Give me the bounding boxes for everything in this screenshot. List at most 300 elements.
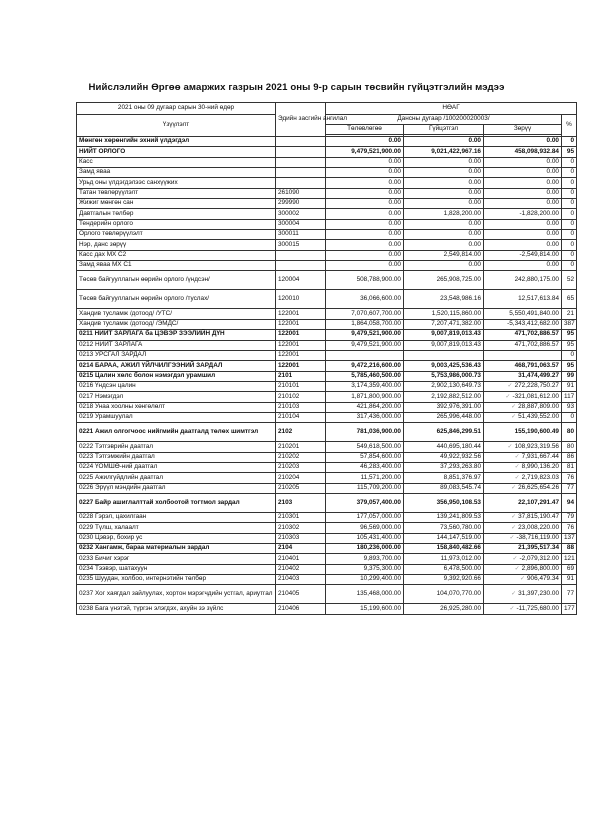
table-row xyxy=(77,604,577,614)
row-name: Замд яваа xyxy=(77,168,276,178)
table-row xyxy=(77,230,577,240)
row-name: 0218 Унаа хоолны хөнгөлөлт xyxy=(77,402,276,412)
row-plan: 0.00 xyxy=(326,240,404,250)
row-plan: 0.00 xyxy=(326,261,404,271)
table-row xyxy=(77,250,577,260)
row-diff: 0.00 xyxy=(484,240,562,250)
row-pct: 0 xyxy=(562,157,577,167)
row-actual: 26,925,280.00 xyxy=(404,604,484,614)
row-code: 122001 xyxy=(276,309,326,319)
row-actual: 9,003,425,536.43 xyxy=(404,361,484,371)
table-row xyxy=(77,178,577,188)
row-name: 0211 НИЙТ ЗАРЛАГА ба ЦЭВЭР ЗЭЭЛИЙН ДҮН xyxy=(77,330,276,340)
row-pct: 177 xyxy=(562,604,577,614)
row-actual: 2,192,882,512.00 xyxy=(404,392,484,402)
row-name: 0212 НИЙТ ЗАРЛАГА xyxy=(77,340,276,350)
row-actual: 2,549,814.00 xyxy=(404,250,484,260)
row-name: Урьд оны үлдэгдэлээс санхүүжих xyxy=(77,178,276,188)
row-diff: 51,439,552.00 xyxy=(518,413,559,421)
row-diff: 0.00 xyxy=(484,261,562,271)
row-code xyxy=(276,137,326,147)
checkmark-icon: ✓ xyxy=(514,453,520,460)
row-plan: 9,472,216,600.00 xyxy=(326,361,404,371)
table-row xyxy=(77,371,577,381)
row-actual: 89,083,545.74 xyxy=(404,483,484,493)
row-actual: 144,147,519.00 xyxy=(404,533,484,543)
row-diff-cell xyxy=(484,533,562,543)
row-plan: 177,057,000.00 xyxy=(326,512,404,522)
row-diff: 0.00 xyxy=(484,188,562,198)
table-row xyxy=(77,533,577,543)
col-header-group: НӨАГ xyxy=(326,103,577,115)
row-name: 0237 Хог хаягдал зайлуулах, хортон мэрэгчдийн устгал, ариутгал xyxy=(77,585,276,604)
row-plan: 508,788,900.00 xyxy=(326,271,404,290)
row-diff-cell xyxy=(484,575,562,585)
header-row-1 xyxy=(77,103,577,115)
row-plan: 1,871,800,900.00 xyxy=(326,392,404,402)
row-plan: 0.00 xyxy=(326,188,404,198)
row-plan: 1,864,058,700.00 xyxy=(326,319,404,329)
row-diff: 155,190,600.49 xyxy=(484,423,562,442)
row-name: НИЙТ ОРЛОГО xyxy=(77,147,276,157)
row-diff: 28,887,809.00 xyxy=(518,402,559,410)
row-code: 210202 xyxy=(276,452,326,462)
row-diff: 2,719,823.03 xyxy=(521,473,559,481)
row-name: 0224 ҮОМШӨ-ний даатгал xyxy=(77,462,276,472)
row-plan: 11,571,200.00 xyxy=(326,473,404,483)
table-row xyxy=(77,554,577,564)
row-code: 300002 xyxy=(276,209,326,219)
row-diff-cell xyxy=(484,452,562,462)
row-name: 0216 Үндсэн цалин xyxy=(77,381,276,391)
table-row xyxy=(77,483,577,493)
checkmark-icon: ✓ xyxy=(514,464,520,471)
row-name: 0221 Ажил олгогчоос нийгмийн даатгалд төлөх шимтгэл xyxy=(77,423,276,442)
table-body xyxy=(77,103,577,615)
row-diff: -11,725,680.00 xyxy=(516,604,559,612)
row-plan: 0.00 xyxy=(326,250,404,260)
row-code: 210203 xyxy=(276,462,326,472)
row-code: 122001 xyxy=(276,319,326,329)
row-name: Мөнгөн хөрөнгийн эхний үлдэгдэл xyxy=(77,137,276,147)
row-pct: 0 xyxy=(562,240,577,250)
row-plan: 9,479,521,900.00 xyxy=(326,330,404,340)
row-diff: 0.00 xyxy=(484,137,562,147)
row-name: Касс дах МХ С2 xyxy=(77,250,276,260)
row-diff: 26,625,654.26 xyxy=(518,483,559,491)
row-diff: 23,008,220.00 xyxy=(518,523,559,531)
row-actual: 9,021,422,967.16 xyxy=(404,147,484,157)
col-header-account: Дансны дугаар /100200020003/ xyxy=(326,115,562,125)
row-diff: 0.00 xyxy=(484,219,562,229)
table-row xyxy=(77,473,577,483)
row-diff: 31,397,230.00 xyxy=(518,590,559,598)
row-code: 210403 xyxy=(276,575,326,585)
row-name: Хандив тусламж /дотоод/ /ЭМДС/ xyxy=(77,319,276,329)
row-code: 122001 xyxy=(276,330,326,340)
row-code: 210205 xyxy=(276,483,326,493)
row-diff-cell xyxy=(484,462,562,472)
row-plan: 57,854,600.00 xyxy=(326,452,404,462)
row-plan: 3,174,359,400.00 xyxy=(326,381,404,391)
row-name: 0222 Тэтгэврийн даатгал xyxy=(77,442,276,452)
row-name: 0229 Түлш, халаалт xyxy=(77,523,276,533)
row-diff xyxy=(484,350,562,360)
row-actual: 0.00 xyxy=(404,157,484,167)
row-diff: 2,896,800.00 xyxy=(521,565,559,572)
row-pct: 95 xyxy=(562,340,577,350)
table-row xyxy=(77,523,577,533)
row-code: 300011 xyxy=(276,230,326,240)
row-pct: 88 xyxy=(562,544,577,554)
row-actual: 9,007,819,013.43 xyxy=(404,340,484,350)
row-actual: 37,293,263.80 xyxy=(404,462,484,472)
row-diff: -5,343,412,682.00 xyxy=(484,319,562,329)
row-actual: 0.00 xyxy=(404,137,484,147)
row-name: Татан төвлөрүүлэлт xyxy=(77,188,276,198)
row-actual: 0.00 xyxy=(404,168,484,178)
row-plan: 46,283,400.00 xyxy=(326,462,404,472)
table-row xyxy=(77,544,577,554)
table-row xyxy=(77,271,577,290)
row-actual: 9,007,819,013.43 xyxy=(404,330,484,340)
row-actual: 49,922,932.56 xyxy=(404,452,484,462)
row-pct: 0 xyxy=(562,250,577,260)
row-plan: 0.00 xyxy=(326,157,404,167)
row-plan: 5,785,460,500.00 xyxy=(326,371,404,381)
row-pct: 0 xyxy=(562,261,577,271)
row-diff-cell xyxy=(484,512,562,522)
row-plan: 781,036,900.00 xyxy=(326,423,404,442)
row-actual: 139,241,809.53 xyxy=(404,512,484,522)
row-diff: 471,702,886.57 xyxy=(484,340,562,350)
table-row xyxy=(77,361,577,371)
row-name: Хандив тусламж /дотоод/ /УТС/ xyxy=(77,309,276,319)
row-name: 0217 Нэмэгдэл xyxy=(77,392,276,402)
row-diff: 8,990,136.20 xyxy=(521,463,559,471)
row-plan: 15,199,600.00 xyxy=(326,604,404,614)
row-pct: 137 xyxy=(562,533,577,543)
table-row xyxy=(77,512,577,522)
table-row xyxy=(77,157,577,167)
row-pct: 95 xyxy=(562,361,577,371)
checkmark-icon: ✓ xyxy=(512,555,518,562)
row-code xyxy=(276,147,326,157)
row-diff-cell xyxy=(484,402,562,412)
checkmark-icon: ✓ xyxy=(511,414,517,421)
row-actual: 265,996,448.00 xyxy=(404,412,484,422)
row-diff: 0.00 xyxy=(484,168,562,178)
table-row xyxy=(77,188,577,198)
checkmark-icon: ✓ xyxy=(511,514,517,521)
row-code xyxy=(276,168,326,178)
row-pct: 80 xyxy=(562,423,577,442)
row-diff: 21,395,517.34 xyxy=(484,544,562,554)
row-pct: 0 xyxy=(562,199,577,209)
table-row xyxy=(77,585,577,604)
row-plan: 317,436,000.00 xyxy=(326,412,404,422)
row-plan: 379,057,400.00 xyxy=(326,493,404,512)
row-diff-cell xyxy=(484,483,562,493)
row-code: 210103 xyxy=(276,402,326,412)
row-pct: 65 xyxy=(562,290,577,309)
table-row xyxy=(77,240,577,250)
row-pct: 76 xyxy=(562,523,577,533)
row-pct: 76 xyxy=(562,473,577,483)
row-plan: 0.00 xyxy=(326,178,404,188)
row-diff: 7,931,667.44 xyxy=(521,452,559,460)
row-plan: 0.00 xyxy=(326,137,404,147)
row-diff: 12,517,613.84 xyxy=(484,290,562,309)
row-pct: 0 xyxy=(562,178,577,188)
row-pct: 99 xyxy=(562,371,577,381)
row-name: 0226 Эрүүл мэндийн даатгал xyxy=(77,483,276,493)
row-code: 122001 xyxy=(276,350,326,360)
row-name: 0235 Шуудан, холбоо, интернэтийн төлбөр xyxy=(77,575,276,585)
row-diff: 458,098,932.84 xyxy=(484,147,562,157)
row-code xyxy=(276,178,326,188)
col-header-actual: Гүйцэтгэл xyxy=(404,125,484,135)
row-pct: 387 xyxy=(562,319,577,329)
row-code: 120010 xyxy=(276,290,326,309)
table-row xyxy=(77,402,577,412)
row-actual: 1,828,200.00 xyxy=(404,209,484,219)
row-name: 0233 Бичиг хэрэг xyxy=(77,554,276,564)
checkmark-icon: ✓ xyxy=(511,484,517,491)
row-name: 0214 БАРАА, АЖИЛ ҮЙЛЧИЛГЭЭНИЙ ЗАРДАЛ xyxy=(77,361,276,371)
row-name: 0215 Цалин хөлс болон нэмэгдэл урамшил xyxy=(77,371,276,381)
row-diff: -321,081,612.00 xyxy=(512,392,559,400)
row-code: 2104 xyxy=(276,544,326,554)
checkmark-icon: ✓ xyxy=(511,403,517,410)
checkmark-icon: ✓ xyxy=(507,443,513,450)
table-row xyxy=(77,168,577,178)
row-plan: 0.00 xyxy=(326,219,404,229)
row-name: Замд яваа МХ С1 xyxy=(77,261,276,271)
row-actual: 7,207,471,382.00 xyxy=(404,319,484,329)
table-row xyxy=(77,330,577,340)
row-code: 210101 xyxy=(276,381,326,391)
row-pct: 79 xyxy=(562,512,577,522)
row-plan: 9,375,300.00 xyxy=(326,564,404,574)
row-name: Орлого төвлөрүүлэлт xyxy=(77,230,276,240)
checkmark-icon: ✓ xyxy=(514,566,520,572)
row-diff-cell xyxy=(484,585,562,604)
checkmark-icon: ✓ xyxy=(519,576,525,583)
row-actual: 265,908,725.00 xyxy=(404,271,484,290)
row-actual xyxy=(404,350,484,360)
row-actual: 9,392,920.66 xyxy=(404,575,484,585)
row-code: 2103 xyxy=(276,493,326,512)
row-diff-cell xyxy=(484,523,562,533)
row-plan: 36,066,600.00 xyxy=(326,290,404,309)
row-code: 210401 xyxy=(276,554,326,564)
row-pct: 0 xyxy=(562,168,577,178)
row-actual: 0.00 xyxy=(404,219,484,229)
row-name: Нэр, данс зөрүү xyxy=(77,240,276,250)
row-pct: 0 xyxy=(562,412,577,422)
row-name: 0225 Ажилгүйдлийн даатгал xyxy=(77,473,276,483)
row-diff-cell xyxy=(484,564,562,574)
row-plan: 7,070,607,700.00 xyxy=(326,309,404,319)
checkmark-icon: ✓ xyxy=(509,534,515,541)
table-row xyxy=(77,350,577,360)
row-diff: 0.00 xyxy=(484,157,562,167)
row-diff: -38,716,119.00 xyxy=(516,533,559,541)
row-pct: 69 xyxy=(562,564,577,574)
row-plan: 135,468,000.00 xyxy=(326,585,404,604)
row-diff: -2,549,814.00 xyxy=(484,250,562,260)
row-diff: -1,828,200.00 xyxy=(484,209,562,219)
table-row xyxy=(77,575,577,585)
row-pct: 0 xyxy=(562,219,577,229)
col-header-code: Эдийн засгийн ангилал xyxy=(276,103,326,137)
table-row xyxy=(77,319,577,329)
row-code: 210102 xyxy=(276,392,326,402)
row-diff: 22,107,291.47 xyxy=(484,493,562,512)
row-pct: 77 xyxy=(562,483,577,493)
row-pct: 0 xyxy=(562,350,577,360)
row-diff: 906,479.34 xyxy=(527,575,559,583)
table-row xyxy=(77,199,577,209)
row-name: 0213 УРСГАЛ ЗАРДАЛ xyxy=(77,350,276,360)
row-code: 122001 xyxy=(276,361,326,371)
table-row xyxy=(77,442,577,452)
row-plan: 10,299,400.00 xyxy=(326,575,404,585)
row-pct: 0 xyxy=(562,188,577,198)
row-pct: 86 xyxy=(562,452,577,462)
row-plan: 0.00 xyxy=(326,199,404,209)
table-row xyxy=(77,290,577,309)
row-diff-cell xyxy=(484,412,562,422)
row-code: 300015 xyxy=(276,240,326,250)
row-code: 2101 xyxy=(276,371,326,381)
table-row xyxy=(77,493,577,512)
row-code: 261090 xyxy=(276,188,326,198)
row-diff: 5,550,491,840.00 xyxy=(484,309,562,319)
row-plan: 0.00 xyxy=(326,209,404,219)
row-pct: 81 xyxy=(562,462,577,472)
row-actual: 8,851,376.97 xyxy=(404,473,484,483)
row-diff-cell xyxy=(484,604,562,614)
row-actual: 158,840,482.66 xyxy=(404,544,484,554)
table-row xyxy=(77,381,577,391)
row-pct: 52 xyxy=(562,271,577,290)
row-actual: 6,478,500.00 xyxy=(404,564,484,574)
row-pct: 0 xyxy=(562,209,577,219)
table-row xyxy=(77,340,577,350)
table-row xyxy=(77,392,577,402)
row-name: 0223 Тэтгэмжийн даатгал xyxy=(77,452,276,462)
row-actual: 104,070,770.00 xyxy=(404,585,484,604)
col-header-diff: Зөрүү xyxy=(484,125,562,135)
row-pct: 95 xyxy=(562,147,577,157)
row-pct: 0 xyxy=(562,230,577,240)
table-row xyxy=(77,564,577,574)
row-pct: 77 xyxy=(562,585,577,604)
table-row xyxy=(77,452,577,462)
row-pct: 80 xyxy=(562,442,577,452)
row-code: 210104 xyxy=(276,412,326,422)
row-actual: 23,548,986.16 xyxy=(404,290,484,309)
checkmark-icon: ✓ xyxy=(511,591,517,598)
row-name: Давтгалын төлбөр xyxy=(77,209,276,219)
row-actual: 0.00 xyxy=(404,261,484,271)
row-plan: 9,479,521,900.00 xyxy=(326,340,404,350)
row-actual: 0.00 xyxy=(404,230,484,240)
row-pct: 95 xyxy=(562,330,577,340)
row-plan: 421,864,200.00 xyxy=(326,402,404,412)
row-plan: 549,618,500.00 xyxy=(326,442,404,452)
row-name: Касс xyxy=(77,157,276,167)
budget-report-table xyxy=(76,102,577,615)
row-plan: 9,479,521,900.00 xyxy=(326,147,404,157)
table-row xyxy=(77,423,577,442)
row-pct: 91 xyxy=(562,575,577,585)
table-row xyxy=(77,147,577,157)
checkmark-icon: ✓ xyxy=(509,605,515,612)
row-code: 300004 xyxy=(276,219,326,229)
col-header-plan: Төлөвлөгөө xyxy=(326,125,404,135)
row-diff: 0.00 xyxy=(484,199,562,209)
row-actual: 11,973,012.00 xyxy=(404,554,484,564)
table-row xyxy=(77,219,577,229)
row-name: Тендерийн орлого xyxy=(77,219,276,229)
row-actual: 392,976,391.00 xyxy=(404,402,484,412)
row-code: 210406 xyxy=(276,604,326,614)
row-name: Жижиг мөнгөн сан xyxy=(77,199,276,209)
row-plan: 105,431,400.00 xyxy=(326,533,404,543)
checkmark-icon: ✓ xyxy=(514,474,520,481)
row-diff: 0.00 xyxy=(484,178,562,188)
row-diff: -2,079,312.00 xyxy=(519,554,559,562)
page-title: Нийслэлийн Өргөө амаржих газрын 2021 оны 9-р сарын төсвийн гүйцэтгэлийн мэдээ xyxy=(88,82,505,93)
row-pct: 91 xyxy=(562,381,577,391)
row-diff: 272,228,750.27 xyxy=(514,382,559,390)
row-plan: 0.00 xyxy=(326,168,404,178)
row-name: 0232 Хангамж, бараа материалын зардал xyxy=(77,544,276,554)
row-diff-cell xyxy=(484,392,562,402)
checkmark-icon: ✓ xyxy=(511,524,517,531)
row-code: 120004 xyxy=(276,271,326,290)
col-header-pct: % xyxy=(562,115,577,137)
row-diff-cell xyxy=(484,473,562,483)
row-actual: 0.00 xyxy=(404,199,484,209)
row-actual: 356,950,108.53 xyxy=(404,493,484,512)
row-actual: 0.00 xyxy=(404,240,484,250)
table-row xyxy=(77,209,577,219)
row-name: 0219 Урамшуулал xyxy=(77,412,276,422)
row-code xyxy=(276,250,326,260)
row-pct: 0 xyxy=(562,137,577,147)
row-actual: 73,560,780.00 xyxy=(404,523,484,533)
row-diff: 242,880,175.00 xyxy=(484,271,562,290)
row-code: 299990 xyxy=(276,199,326,209)
row-diff: 468,791,063.57 xyxy=(484,361,562,371)
row-code: 210405 xyxy=(276,585,326,604)
col-header-indicator: Үзүүлэлт xyxy=(77,115,276,137)
row-pct: 121 xyxy=(562,554,577,564)
row-name: Төсөв байгууллагын өөрийн орлого /үндсэн/ xyxy=(77,271,276,290)
row-name: Төсөв байгууллагын өөрийн орлого /туслах/ xyxy=(77,290,276,309)
row-pct: 117 xyxy=(562,392,577,402)
row-name: 0228 Гэрэл, цахилгаан xyxy=(77,512,276,522)
row-actual: 625,846,299.51 xyxy=(404,423,484,442)
row-plan xyxy=(326,350,404,360)
row-plan: 96,569,000.00 xyxy=(326,523,404,533)
row-code: 210204 xyxy=(276,473,326,483)
row-diff: 471,702,886.57 xyxy=(484,330,562,340)
